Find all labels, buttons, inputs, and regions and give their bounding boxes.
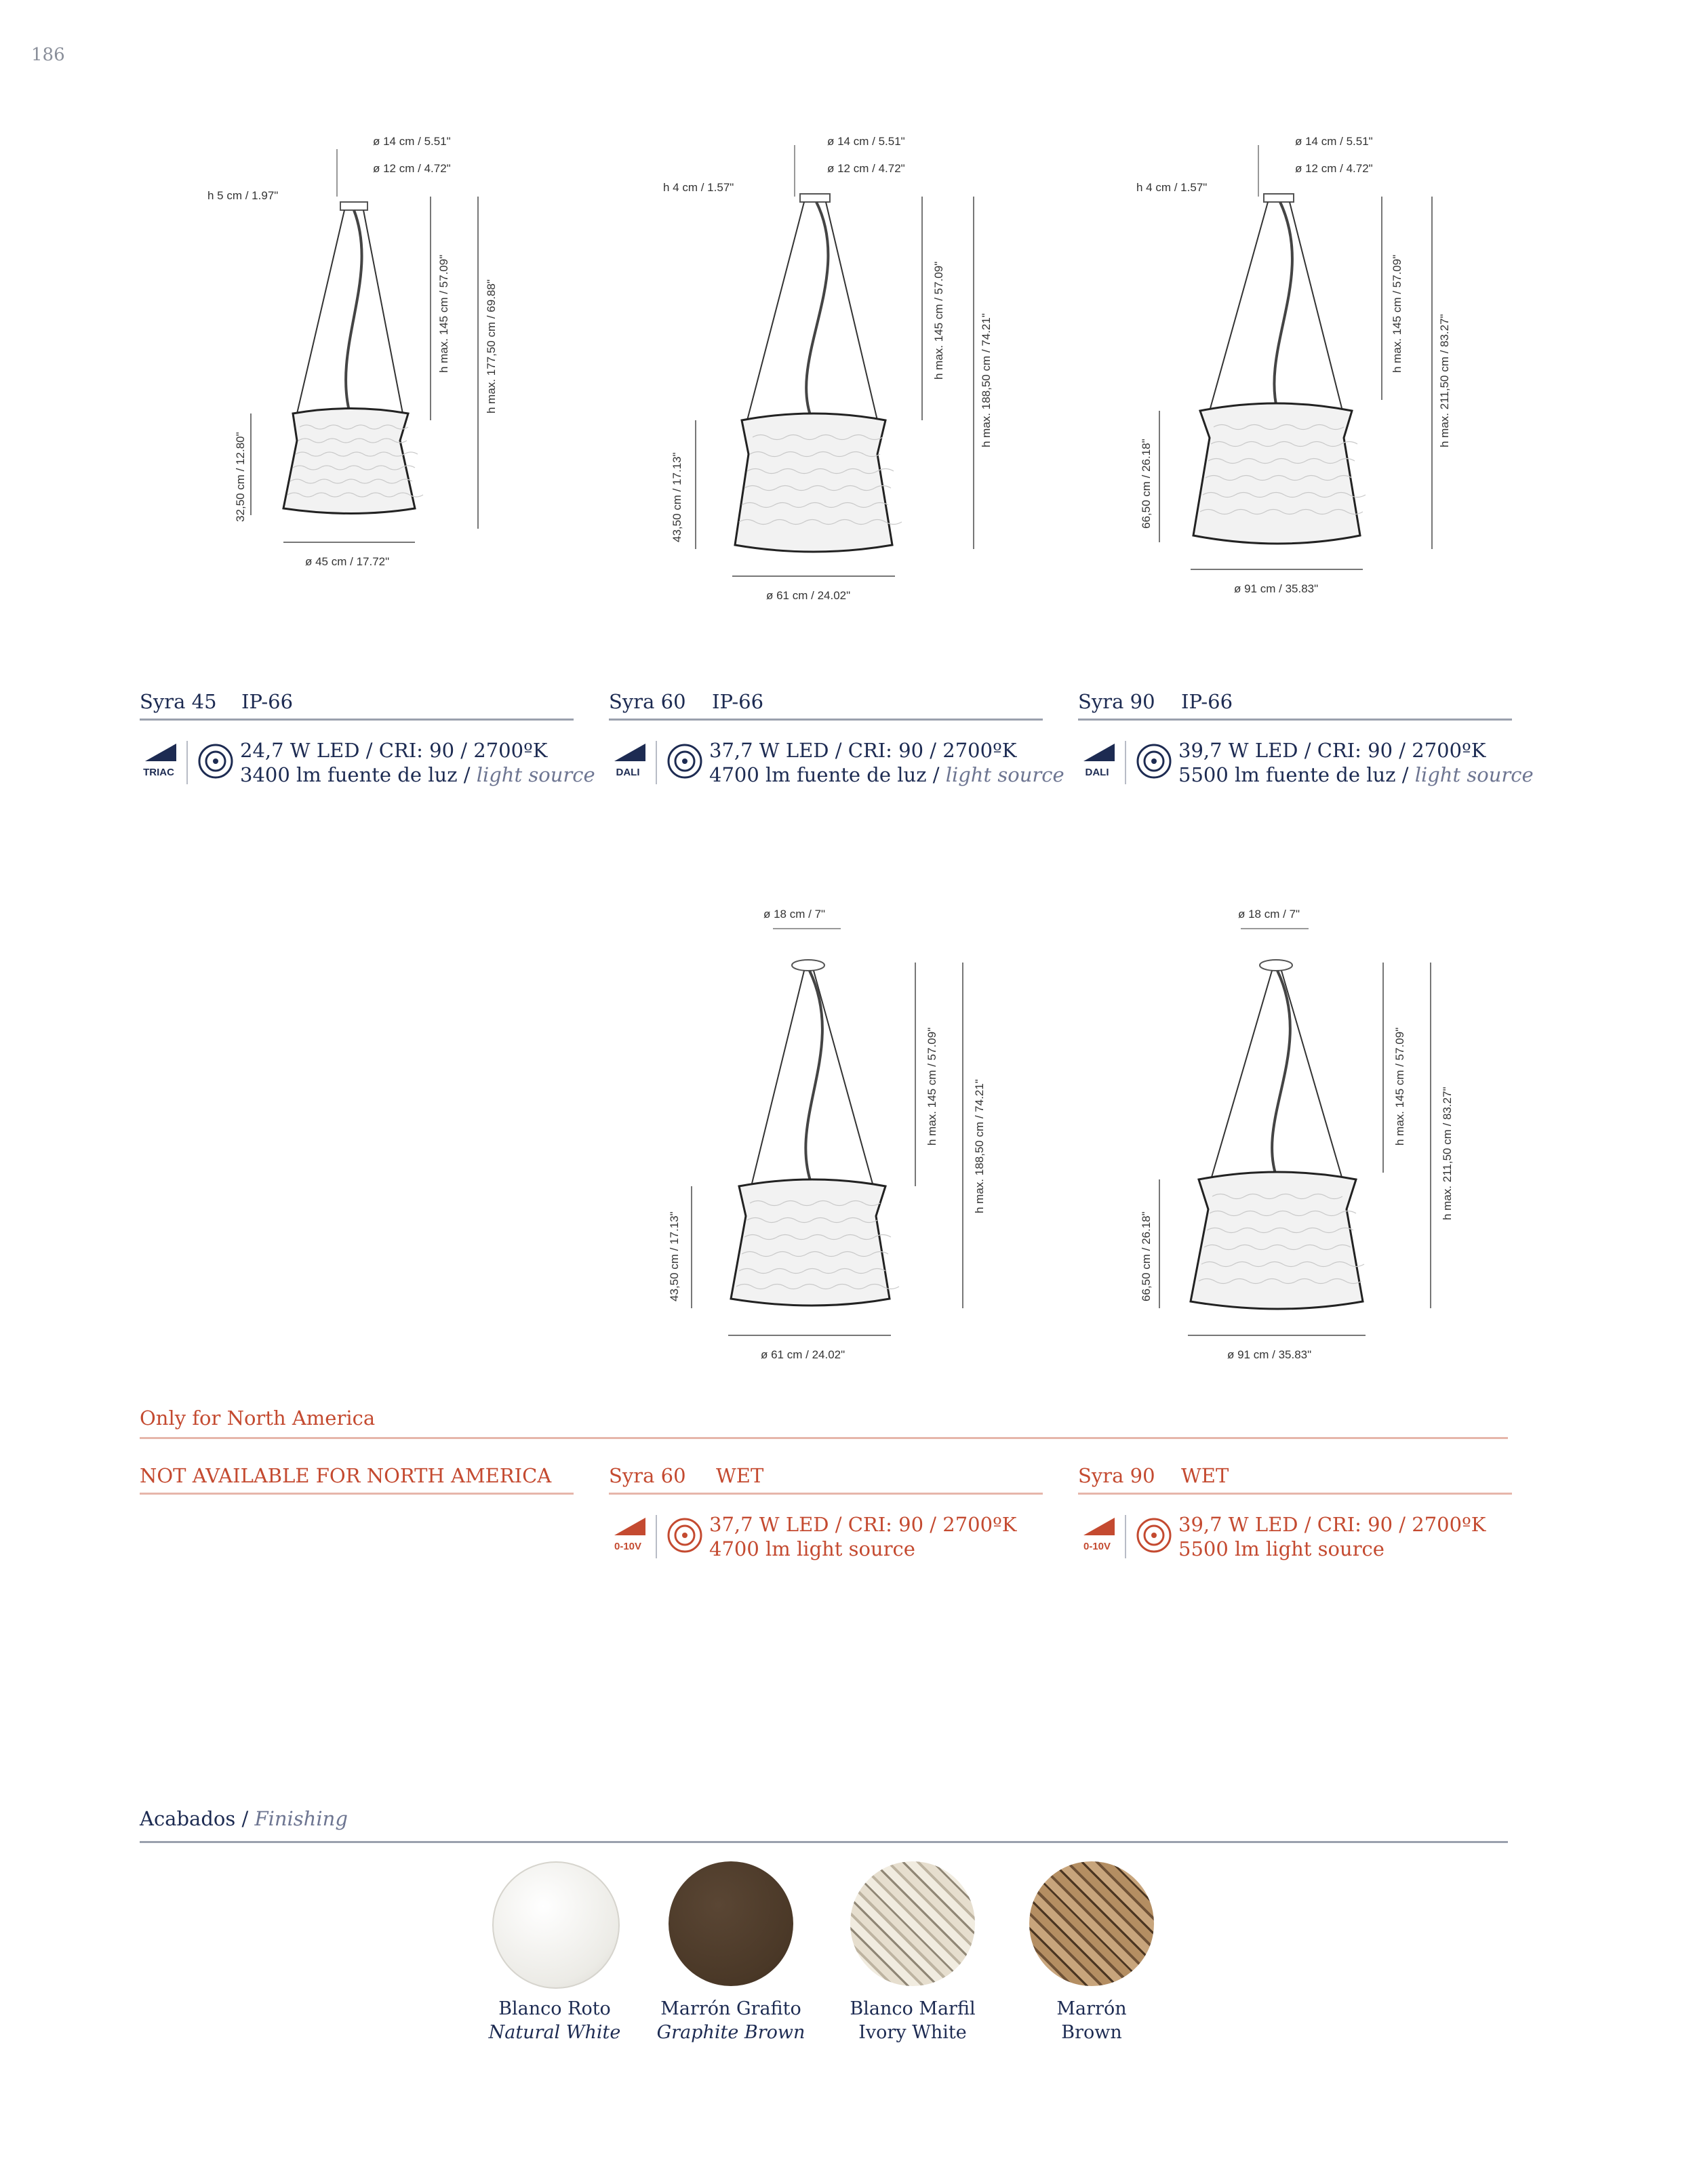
lumen-spec: 3400 lm fuente de luz / <box>240 763 471 786</box>
dim-d2: ø 12 cm / 4.72" <box>373 162 451 175</box>
dim-d2: ø 12 cm / 4.72" <box>1295 162 1373 175</box>
lumen-spec-en: light source <box>945 763 1064 786</box>
finishes-title-en: Finishing <box>254 1807 348 1830</box>
swatch-brown[interactable] <box>1029 1861 1154 1986</box>
not-available-label: NOT AVAILABLE FOR NORTH AMERICA <box>140 1464 552 1487</box>
dim-h-max: h max. 145 cm / 57.09" <box>437 254 450 373</box>
diagram-syra-90-na <box>1126 902 1505 1376</box>
dim-h-total: h max. 177,50 cm / 69.88" <box>485 279 498 413</box>
dim-d1: ø 14 cm / 5.51" <box>827 135 905 148</box>
led-icon <box>197 742 235 780</box>
spec-block-syra-45 <box>140 685 595 790</box>
spec-block-syra-60-wet <box>609 1459 1043 1564</box>
dim-h-top: h 5 cm / 1.97" <box>207 189 279 202</box>
lumen-spec: 4700 lm fuente de luz / <box>709 763 940 786</box>
power-spec: 39,7 W LED / CRI: 90 / 2700ºK <box>1178 1513 1486 1536</box>
spec-block-syra-90 <box>1078 685 1534 790</box>
dim-h-total: h max. 188,50 cm / 74.21" <box>973 1079 986 1213</box>
dim-d1: ø 14 cm / 5.51" <box>1295 135 1373 148</box>
model-name: Syra 45 <box>140 690 217 713</box>
control-label: DALI <box>616 767 640 778</box>
dim-h-total: h max. 188,50 cm / 74.21" <box>980 313 993 447</box>
dimmer-icon <box>609 742 648 783</box>
dim-base: ø 61 cm / 24.02" <box>766 589 851 602</box>
dimmer-icon <box>1078 742 1117 783</box>
page-number: 186 <box>31 45 65 65</box>
led-icon <box>1135 742 1173 780</box>
dim-shade-height: 32,50 cm / 12.80" <box>234 432 247 522</box>
led-icon <box>666 1516 704 1554</box>
dim-h-max: h max. 145 cm / 57.09" <box>925 1027 938 1146</box>
lumen-spec-en: light source <box>1414 763 1534 786</box>
dim-shade-height: 66,50 cm / 26.18" <box>1140 1211 1153 1301</box>
divider <box>140 1437 1508 1439</box>
dim-shade-height: 43,50 cm / 17.13" <box>671 452 683 542</box>
swatch-graphite-brown[interactable] <box>669 1861 793 1986</box>
ip-rating: IP-66 <box>241 690 294 713</box>
dim-h-top: h 4 cm / 1.57" <box>663 181 734 194</box>
power-spec: 24,7 W LED / CRI: 90 / 2700ºK <box>240 739 548 762</box>
dim-h-max: h max. 145 cm / 57.09" <box>1391 254 1403 373</box>
dimmer-icon <box>140 742 179 783</box>
diagram-syra-60 <box>651 129 1031 617</box>
dim-base: ø 45 cm / 17.72" <box>305 555 390 568</box>
dimmer-icon <box>1078 1516 1117 1557</box>
divider <box>140 1841 1508 1843</box>
ip-rating: IP-66 <box>1181 690 1233 713</box>
led-icon <box>666 742 704 780</box>
dim-h-total: h max. 211,50 cm / 83.27" <box>1438 314 1451 447</box>
model-name: Syra 60 <box>609 690 686 713</box>
power-spec: 37,7 W LED / CRI: 90 / 2700ºK <box>709 739 1017 762</box>
swatch-ivory-white[interactable] <box>850 1861 975 1986</box>
power-spec: 39,7 W LED / CRI: 90 / 2700ºK <box>1178 739 1486 762</box>
wet-rating: WET <box>1181 1464 1229 1487</box>
lumen-spec: 5500 lm fuente de luz / <box>1178 763 1409 786</box>
finish-label-graphite-brown: Marrón Grafito Graphite Brown <box>656 1998 805 2043</box>
diagram-syra-60-na <box>651 902 1031 1376</box>
lumen-spec: 4700 lm light source <box>709 1537 915 1560</box>
model-name: Syra 60 <box>609 1464 686 1487</box>
dim-d1: ø 18 cm / 7" <box>763 908 826 921</box>
ip-rating: IP-66 <box>712 690 764 713</box>
diagram-syra-45 <box>197 129 536 590</box>
not-available-block <box>140 1459 574 1495</box>
finish-label-natural-white: Blanco Roto Natural White <box>488 1998 621 2043</box>
dim-h-top: h 4 cm / 1.57" <box>1136 181 1208 194</box>
control-label: TRIAC <box>143 767 174 778</box>
control-label: 0-10V <box>1083 1541 1111 1552</box>
dim-d2: ø 12 cm / 4.72" <box>827 162 905 175</box>
lumen-spec-en: light source <box>476 763 595 786</box>
diagram-syra-90 <box>1126 129 1505 617</box>
control-label: 0-10V <box>614 1541 642 1552</box>
control-label: DALI <box>1085 767 1109 778</box>
led-icon <box>1135 1516 1173 1554</box>
finishes-title: Acabados / Finishing <box>140 1807 348 1830</box>
finish-label-ivory-white: Blanco Marfil Ivory White <box>850 1998 976 2043</box>
model-name: Syra 90 <box>1078 690 1155 713</box>
swatch-natural-white[interactable] <box>492 1861 620 1989</box>
dim-shade-height: 43,50 cm / 17.13" <box>668 1211 681 1301</box>
wet-rating: WET <box>716 1464 764 1487</box>
dim-base: ø 91 cm / 35.83" <box>1227 1348 1312 1361</box>
north-america-label: Only for North America <box>140 1407 376 1430</box>
dim-d1: ø 14 cm / 5.51" <box>373 135 451 148</box>
spec-block-syra-60 <box>609 685 1064 790</box>
dimmer-icon <box>609 1516 648 1557</box>
dim-d1: ø 18 cm / 7" <box>1238 908 1300 921</box>
dim-base: ø 91 cm / 35.83" <box>1234 582 1319 595</box>
dim-base: ø 61 cm / 24.02" <box>761 1348 845 1361</box>
dim-shade-height: 66,50 cm / 26.18" <box>1140 439 1153 529</box>
finish-label-brown: Marrón Brown <box>1056 1998 1127 2043</box>
lumen-spec: 5500 lm light source <box>1178 1537 1385 1560</box>
dim-h-max: h max. 145 cm / 57.09" <box>1393 1027 1406 1146</box>
model-name: Syra 90 <box>1078 1464 1155 1487</box>
spec-block-syra-90-wet <box>1078 1459 1512 1564</box>
power-spec: 37,7 W LED / CRI: 90 / 2700ºK <box>709 1513 1017 1536</box>
dim-h-max: h max. 145 cm / 57.09" <box>932 261 945 380</box>
dim-h-total: h max. 211,50 cm / 83.27" <box>1441 1087 1454 1220</box>
